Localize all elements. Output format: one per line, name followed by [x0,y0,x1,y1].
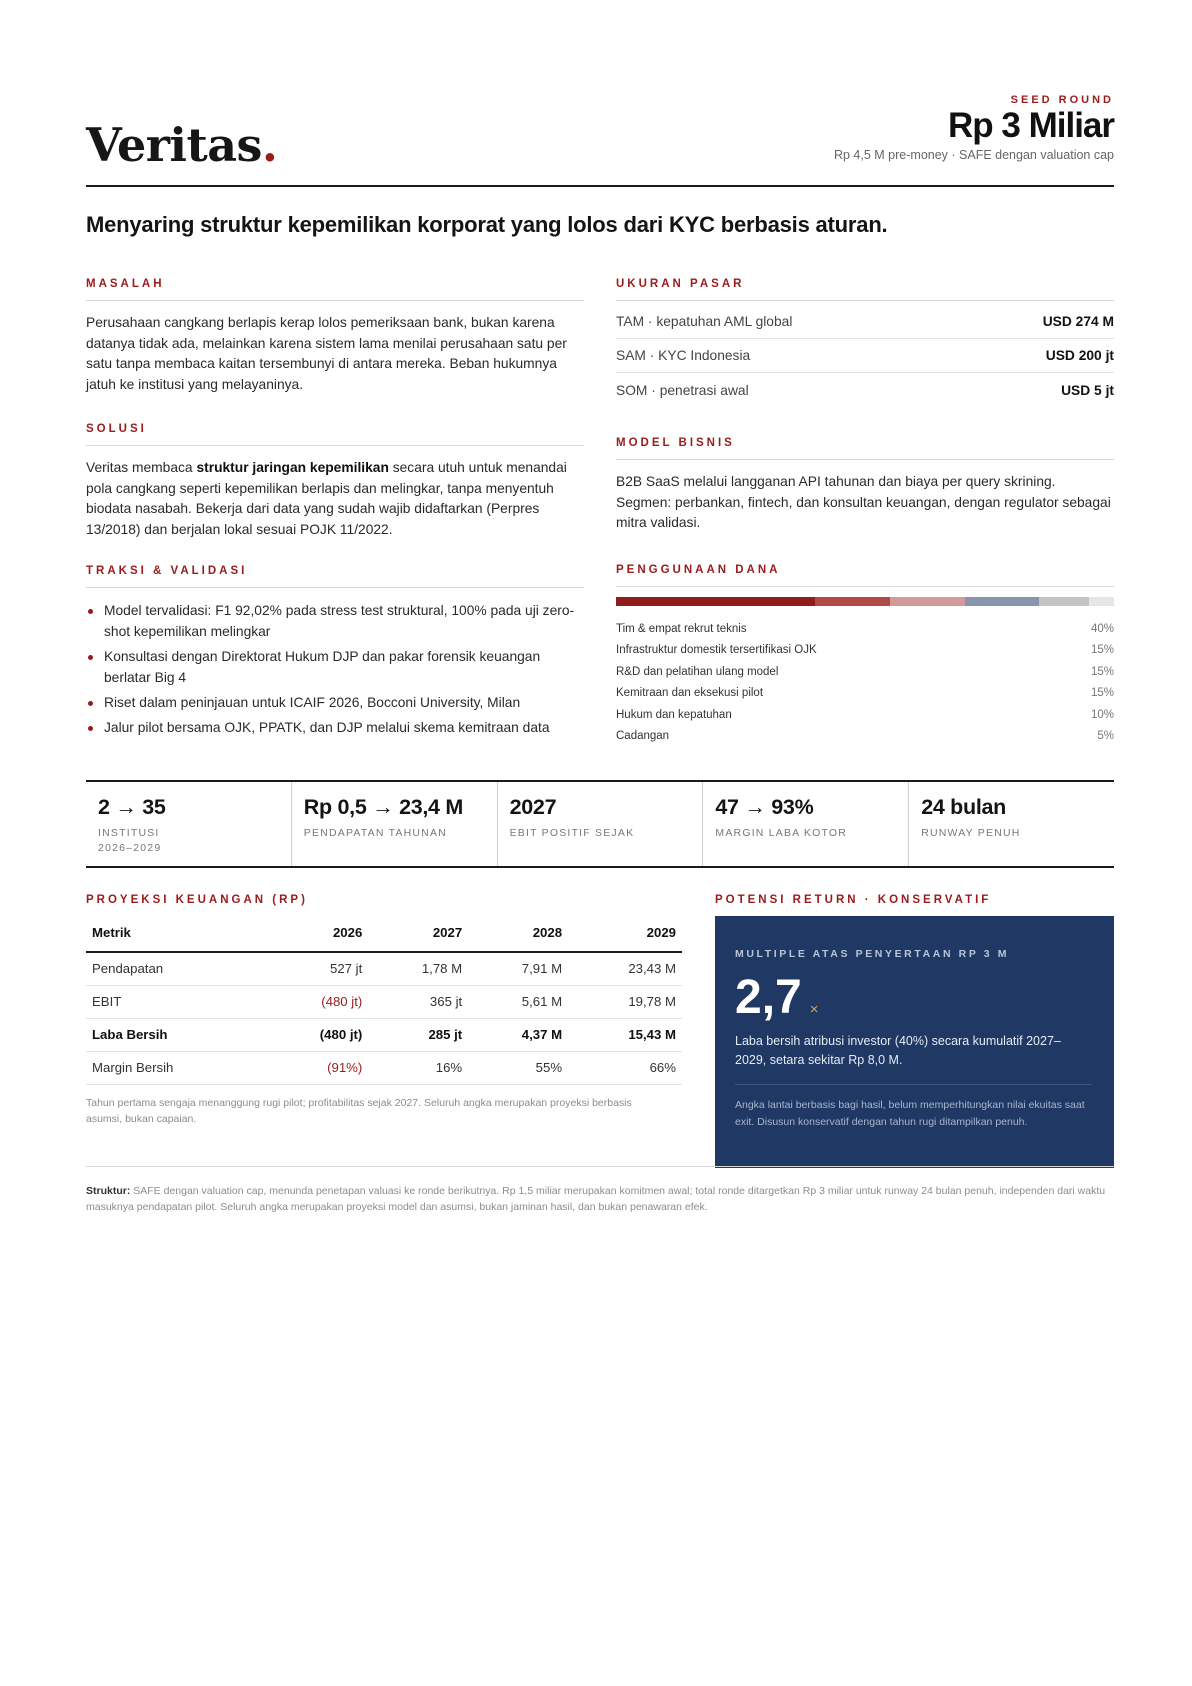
fund-row: Cadangan 5% [616,730,1114,743]
table-row [86,1018,682,1051]
section-proyeksi [86,894,682,1127]
solusi-text-bold: struktur jaringan kepemilikan [196,460,389,475]
funds-bar-segment [890,597,965,606]
section-label: SOLUSI [86,423,584,446]
round-amount: Rp 3 Miliar [948,106,1114,145]
masalah-text: Perusahaan cangkang berlapis kerap lolos pemeriksaan bank, bukan karena datanya tidak ada, melainkan karena sistem lama menilai perusahaan satu per satu tanpa membaca kaitan tersembunyi di antara mereka. Beban hukumnya jatuh ke institusi yang melayaninya. [86,315,567,392]
funds-bar-segment [1089,597,1114,606]
financial-table-body [86,952,682,1084]
kpi-value: 24 bulan [921,795,1007,819]
column-header: 2028 [468,914,568,952]
table-cell: (91%) [264,1051,368,1084]
model-text: B2B SaaS melalui langganan API tahunan dan biaya per query skrining. Segmen: perbankan, fintech, dan konsultan keuangan, dengan regulator sebagai mitra validasi. [616,474,1111,530]
table-row [86,1051,682,1084]
multiple-value: 2,7 [735,971,802,1024]
table-cell: EBIT [86,985,264,1018]
solusi-text-a: Veritas membaca [86,460,197,475]
market-row-som: SOM · penetrasi awal USD 5 jt [616,382,1114,398]
table-cell: 55% [468,1051,568,1084]
section-model [616,437,1114,534]
list-item: Konsultasi dengan Direktorat Hukum DJP dan pakar forensik keuangan berlatar Big 4 [86,646,584,688]
section-label: PENGGUNAAN DANA [616,564,1114,587]
kpi-value: Rp 0,5 → 23,4 M [303,795,463,819]
table-cell: 7,91 M [468,952,568,985]
column-header: 2026 [264,914,368,952]
section-masalah [86,278,584,395]
market-table [616,305,1114,407]
table-cell: 15,43 M [568,1018,682,1051]
fund-row: Tim & empat rekrut teknis 40% [616,622,1114,635]
kpi-strip [86,780,1114,868]
fund-row: Hukum dan kepatuhan 10% [616,708,1114,721]
headline: Menyaring struktur kepemilikan korporat yang lolos dari KYC berbasis aturan. [86,212,888,237]
table-cell: 16% [368,1051,468,1084]
section-label: MASALAH [86,278,584,301]
funds-bar-segment [616,597,815,606]
section-traksi [86,565,584,742]
kpi-label: EBIT POSITIF SEJAK [509,827,635,839]
kpi-institusi [86,782,292,866]
round-info [834,94,1114,162]
footer-label: Struktur: [86,1185,131,1197]
section-solusi [86,423,584,540]
kpi-ebit [498,782,704,866]
projection-note: Tahun pertama sengaja menanggung rugi pilot; profitabilitas sejak 2027. Seluruh angka merupakan proyeksi berbasis asumsi, bukan capaian. [86,1096,632,1125]
footer-text: SAFE dengan valuation cap, menunda penetapan valuasi ke ronde berikutnya. Rp 1,5 miliar merupakan komitmen awal; total ronde ditargetkan Rp 3 miliar untuk runway 24 bulan penuh, independen dari waktu masuknya pendapatan pilot. Seluruh angka merupakan proyeksi model dan asumsi, bukan jaminan hasil, dan bukan penawaran efek. [86,1185,1106,1213]
kpi-runway [909,782,1114,866]
funds-allocation-bar [616,597,1114,606]
table-cell: Laba Bersih [86,1018,264,1051]
kpi-value: 2 → 35 [98,795,166,819]
section-label: PROYEKSI KEUANGAN (RP) [86,894,308,906]
multiply-icon: × [809,1001,819,1018]
table-cell: Pendapatan [86,952,264,985]
footer-note [86,1166,1114,1215]
column-header: 2029 [568,914,682,952]
round-subtitle: Rp 4,5 M pre-money · SAFE dengan valuation cap [833,148,1114,162]
kpi-label: MARGIN LABA KOTOR [715,827,848,839]
table-cell: 1,78 M [368,952,468,985]
column-header: 2027 [368,914,468,952]
bullet-icon [88,609,93,614]
table-cell: 365 jt [368,985,468,1018]
funds-bar-segment [965,597,1040,606]
return-box [715,916,1114,1168]
table-cell: 4,37 M [468,1018,568,1051]
bullet-icon [88,701,93,706]
market-row-sam: SAM · KYC Indonesia USD 200 jt [616,339,1114,373]
traksi-list [86,600,584,738]
solusi-text [86,458,584,540]
kpi-value: 47 → 93% [715,795,814,819]
header [86,88,1114,187]
table-header-row [86,914,682,952]
table-cell: (480 jt) [264,1018,368,1051]
funds-bar-segment [1039,597,1089,606]
bullet-icon [88,726,93,731]
table-row [86,952,682,985]
list-item: Jalur pilot bersama OJK, PPATK, dan DJP melalui skema kemitraan data [86,717,584,738]
table-row [86,985,682,1018]
logo [86,118,277,172]
fund-row: Infrastruktur domestik tersertifikasi OJK 15% [616,644,1114,657]
kpi-label: PENDAPATAN TAHUNAN [303,827,447,839]
section-label: UKURAN PASAR [616,278,1114,301]
funds-list [616,618,1114,747]
solusi-text-b: secara utuh untuk menandai pola cangkang seperti kepemilikan berlapis dan melingkar, tanpa menyentuh biodata nasabah. Bekerja dari data yang sudah wajib didaftarkan (Perpres 13/2018) dan berjalan lokal sesuai POJK 11/2022. [86,460,567,537]
column-header: Metrik [86,914,264,952]
kpi-value: 2027 [509,795,557,819]
kpi-pendapatan [292,782,498,866]
table-cell: 66% [568,1051,682,1084]
return-description: Laba bersih atribusi investor (40%) secara kumulatif 2027–2029, setara sekitar Rp 8,0 M. [735,1032,1092,1085]
section-label: TRAKSI & VALIDASI [86,565,584,588]
return-note: Angka lantai berbasis bagi hasil, belum memperhitungkan nilai ekuitas saat exit. Disusun konservatif dengan tahun rugi ditampilkan penuh. [735,1099,1085,1128]
funds-bar-segment [815,597,890,606]
logo-dot: . [261,118,278,172]
kpi-label: INSTITUSI 2026–2029 [98,827,162,854]
logo-text: Veritas [86,118,262,172]
bullet-icon [88,655,93,660]
table-cell: 285 jt [368,1018,468,1051]
table-cell: 19,78 M [568,985,682,1018]
page [86,0,1114,1686]
section-return [715,894,1114,1168]
kpi-label: RUNWAY PENUH [921,827,1021,839]
return-multiple [735,970,1092,1026]
kpi-margin [703,782,909,866]
section-dana [616,564,1114,747]
round-label: SEED ROUND [1010,94,1114,106]
fund-row: R&D dan pelatihan ulang model 15% [616,665,1114,678]
return-box-label: MULTIPLE ATAS PENYERTAAN RP 3 M [735,948,1010,960]
market-row-tam: TAM · kepatuhan AML global USD 274 M [616,305,1114,339]
section-label: MODEL BISNIS [616,437,1114,460]
financial-table [86,914,682,1085]
table-cell: 527 jt [264,952,368,985]
list-item: Model tervalidasi: F1 92,02% pada stress test struktural, 100% pada uji zero-shot kepemilikan melingkar [86,600,584,642]
table-cell: 23,43 M [568,952,682,985]
list-item: Riset dalam peninjauan untuk ICAIF 2026, Bocconi University, Milan [86,692,584,713]
fund-row: Kemitraan dan eksekusi pilot 15% [616,687,1114,700]
section-pasar [616,278,1114,407]
section-label: POTENSI RETURN · KONSERVATIF [715,894,992,906]
table-cell: Margin Bersih [86,1051,264,1084]
table-cell: (480 jt) [264,985,368,1018]
table-cell: 5,61 M [468,985,568,1018]
